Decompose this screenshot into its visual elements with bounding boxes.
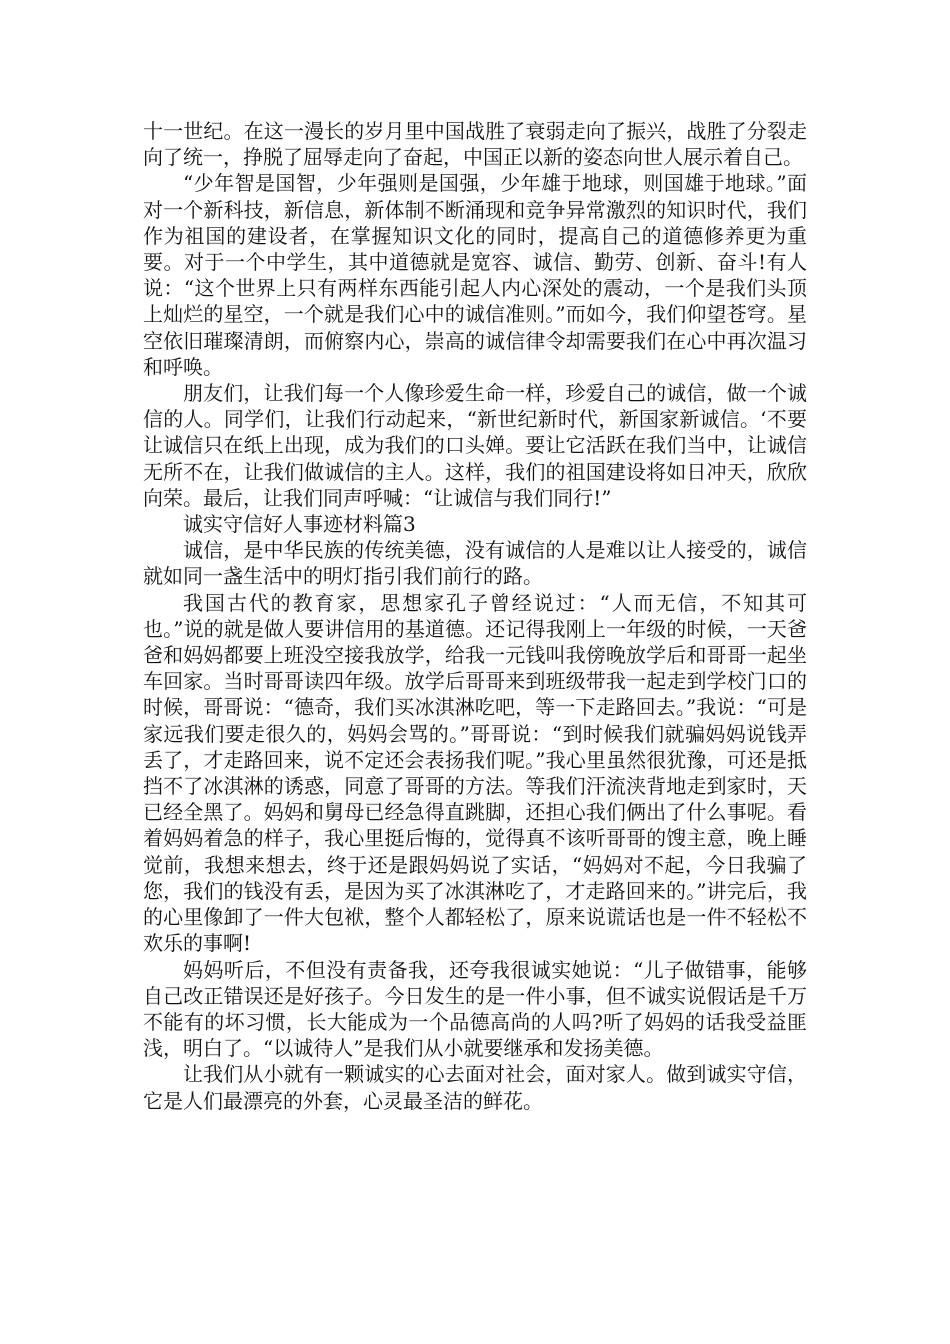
paragraph-1: 十一世纪。在这一漫长的岁月里中国战胜了衰弱走向了振兴，战胜了分裂走向了统一，挣脱了屈辱走向了奋起，中国正以新的姿态向世人展示着自己。 bbox=[143, 119, 807, 170]
paragraph-6: 妈妈听后，不但没有责备我，还夸我很诚实她说：“儿子做错事，能够自己改正错误还是好孩子。今日发生的是一件小事，但不诚实说假话是千万不能有的坏习惯，长大能成为一个品德高尚的人吗?听了妈妈的话我受益匪浅，明白了。“以诚待人”是我们从小就要继承和发扬美德。 bbox=[143, 957, 807, 1061]
paragraph-2: “少年智是国智，少年强则是国强，少年雄于地球，则国雄于地球。”面对一个新科技，新信息，新体制不断涌现和竞争异常激烈的知识时代，我们作为祖国的建设者，在掌握知识文化的同时，提高自己的道德修养更为重要。对于一个中学生，其中道德就是宽容、诚信、勤劳、创新、奋斗!有人说：“这个世界上只有两样东西能引起人内心深处的震动，一个是我们头顶上灿烂的星空，一个就是我们心中的诚信准则。”而如今，我们仰望苍穹。星空依旧璀璨清朗，而俯察内心，崇高的诚信律令却需要我们在心中再次温习和呼唤。 bbox=[143, 171, 807, 379]
paragraph-3: 朋友们，让我们每一个人像珍爱生命一样，珍爱自己的诚信，做一个诚信的人。同学们，让我们行动起来，“新世纪新时代，新国家新诚信。‘不要让诚信只在纸上出现，成为我们的口头婵。要让它活跃在我们当中，让诚信无所不在，让我们做诚信的主人。这样，我们的祖国建设将如日冲天，欣欣向荣。最后，让我们同声呼喊：“让诚信与我们同行!” bbox=[143, 381, 807, 510]
paragraph-7: 让我们从小就有一颗诚实的心去面对社会，面对家人。做到诚实守信，它是人们最漂亮的外套，心灵最圣洁的鲜花。 bbox=[143, 1062, 807, 1113]
section-heading: 诚实守信好人事迹材料篇3 bbox=[183, 512, 416, 537]
paragraph-4: 诚信，是中华民族的传统美德，没有诚信的人是难以让人接受的，诚信就如同一盏生活中的明灯指引我们前行的路。 bbox=[143, 538, 807, 589]
document-page bbox=[143, 118, 807, 1114]
paragraph-5: 我国古代的教育家，思想家孔子曾经说过：“人而无信，不知其可也。”说的就是做人要讲信用的基道德。还记得我刚上一年级的时候，一天爸爸和妈妈都要上班没空接我放学，给我一元钱叫我傍晚放学后和哥哥一起坐车回家。当时哥哥读四年级。放学后哥哥来到班级带我一起走到学校门口的时候，哥哥说：“德奇，我们买冰淇淋吃吧，等一下走路回去。”我说：“可是家远我们要走很久的，妈妈会骂的。”哥哥说：“到时候我们就骗妈妈说钱弄丢了，才走路回来，说不定还会表扬我们呢。”我心里虽然很犹豫，可还是抵挡不了冰淇淋的诱惑，同意了哥哥的方法。等我们汗流浃背地走到家时，天已经全黑了。妈妈和舅母已经急得直跳脚，还担心我们俩出了什么事呢。看着妈妈着急的样子，我心里挺后悔的，觉得真不该听哥哥的馊主意，晚上睡觉前，我想来想去，终于还是跟妈妈说了实话，“妈妈对不起，今日我骗了您，我们的钱没有丢，是因为买了冰淇淋吃了，才走路回来的。”讲完后，我的心里像卸了一件大包袱，整个人都轻松了，原来说谎话也是一件不轻松不欢乐的事啊! bbox=[143, 590, 807, 956]
